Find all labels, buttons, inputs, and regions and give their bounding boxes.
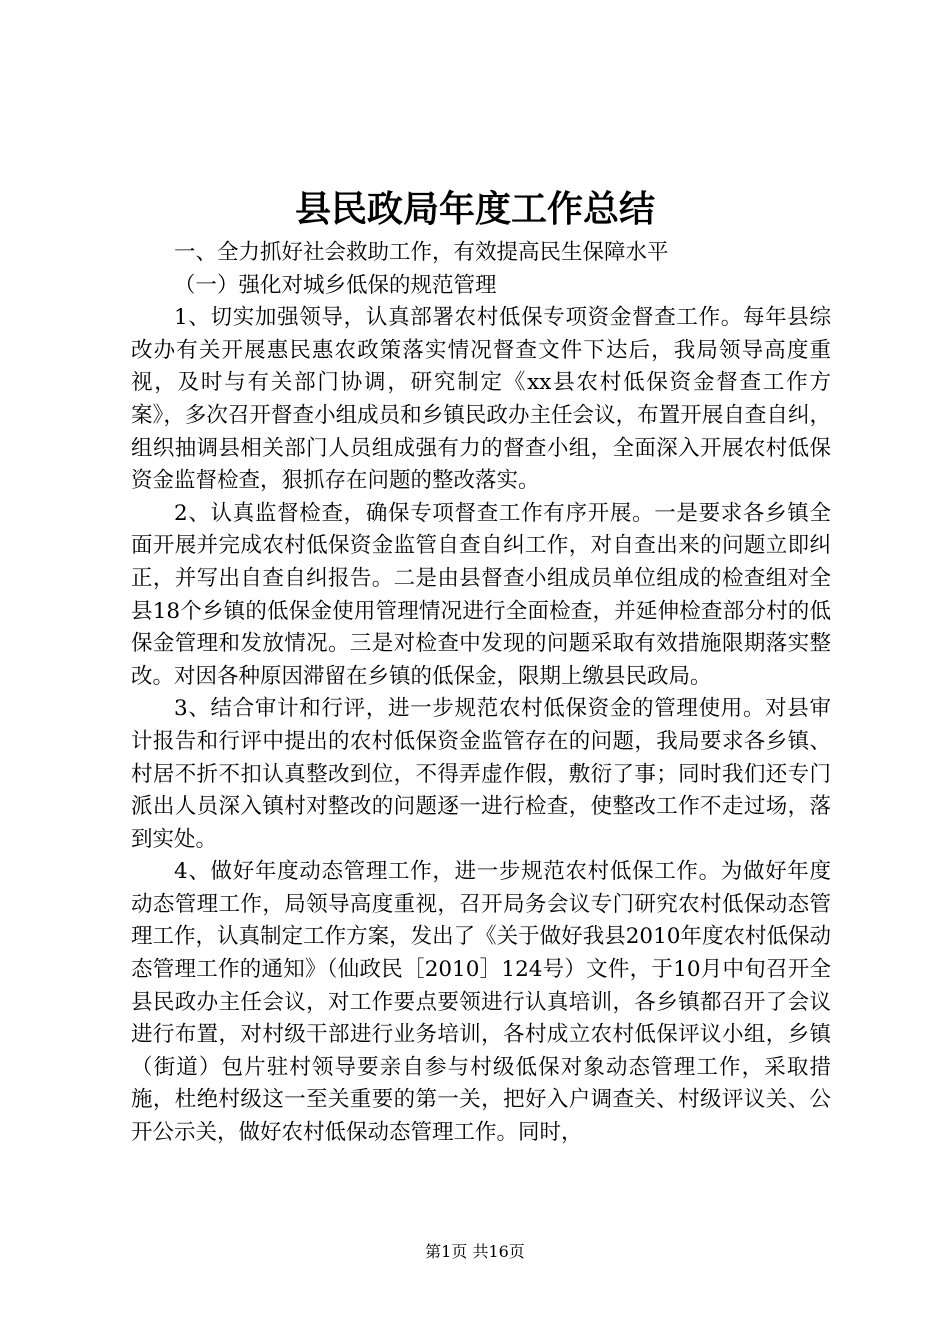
paragraph-2: 2、认真监督检查，确保专项督查工作有序开展。一是要求各乡镇全面开展并完成农村低保资金监管自查自纠工作，对自查出来的问题立即纠正，并写出自查自纠报告。二是由县督查小组成员单位组成的检查组对全县18个乡镇的低保金使用管理情况进行全面检查，并延伸检查部分村的低保金管理和发放情况。三是对检查中发现的问题采取有效措施限期落实整改。对因各种原因滞留在乡镇的低保金，限期上缴县民政局。	[131, 500, 831, 689]
paragraph-3: 3、结合审计和行评，进一步规范农村低保资金的管理使用。对县审计报告和行评中提出的农村低保资金监管存在的问题，我局要求各乡镇、村居不折不扣认真整改到位，不得弄虚作假，敷衍了事；同时我们还专门派出人员深入镇村对整改的问题逐一进行检查，使整改工作不走过场，落到实处。	[131, 696, 831, 852]
subsection-heading: （一）强化对城乡低保的规范管理	[174, 272, 497, 298]
section-heading: 一、全力抓好社会救助工作，有效提高民生保障水平	[174, 240, 669, 265]
paragraph-4: 4、做好年度动态管理工作，进一步规范农村低保工作。为做好年度动态管理工作，局领导高度重视，召开局务会议专门研究农村低保动态管理工作，认真制定工作方案，发出了《关于做好我县2010年度农村低保动态管理工作的通知》（仙政民［2010］124号）文件，于10月中旬召开全县民政办主任会议，对工作要点要领进行认真培训，各乡镇都召开了会议进行布置，对村级干部进行业务培训，各村成立农村低保评议小组，乡镇（街道）包片驻村领导要亲自参与村级低保对象动态管理工作，采取措施，杜绝村级这一至关重要的第一关，把好入户调查关、村级评议关、公开公示关，做好农村低保动态管理工作。同时，	[131, 859, 831, 1146]
paragraph-1: 1、切实加强领导，认真部署农村低保专项资金督查工作。每年县综改办有关开展惠民惠农政策落实情况督查文件下达后，我局领导高度重视，及时与有关部门协调，研究制定《xx县农村低保资金督查工作方案》，多次召开督查小组成员和乡镇民政办主任会议，布置开展自查自纠，组织抽调县相关部门人员组成强有力的督查小组，全面深入开展农村低保资金监督检查，狠抓存在问题的整改落实。	[131, 305, 831, 494]
document-body	[131, 237, 831, 1150]
page-number-footer: 第1页 共16页	[425, 1242, 525, 1261]
document-title: 县民政局年度工作总结	[294, 188, 655, 230]
